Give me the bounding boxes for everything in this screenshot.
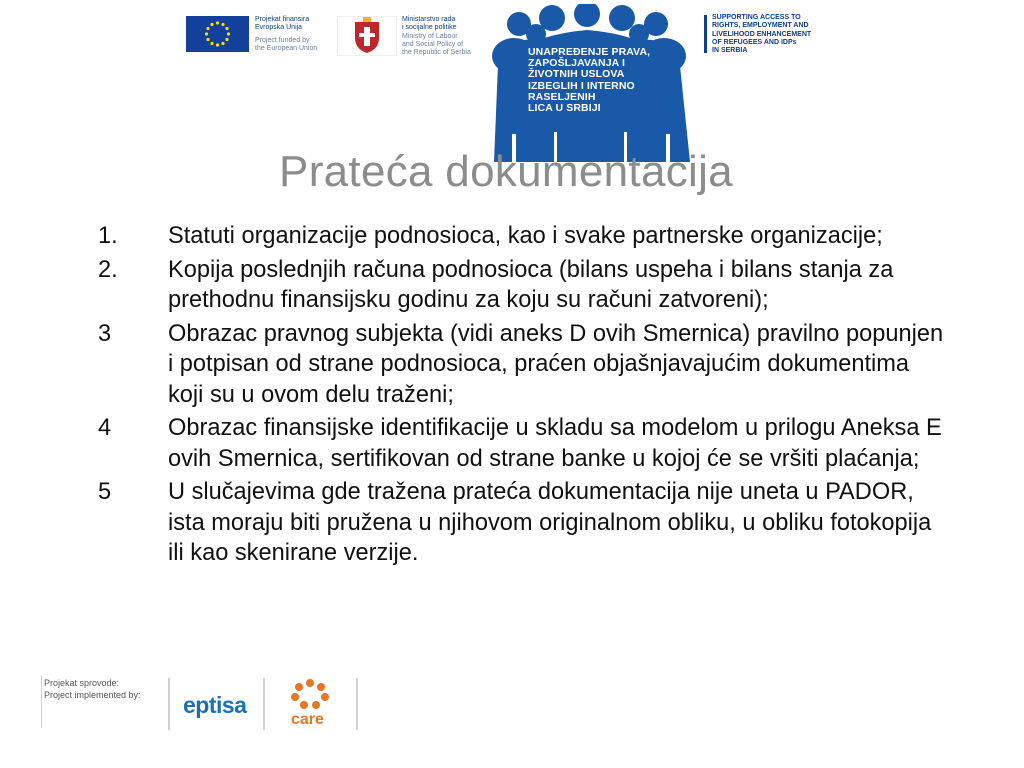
- footer-divider: [168, 678, 170, 730]
- list-item-text: U slučajevima gde tražena prateća dokumentacija nije uneta u PADOR, ista moraju biti pružena u njihovom originalnom obliku, u obliku fotokopija ili kao skenirane verzije.: [168, 479, 932, 566]
- list-item-text: Obrazac finansijske identifikacije u skladu sa modelom u prilogu Aneksa E ovih Smernica, sertifikovan od strane banke u kojoj će se vršiti plaćanja;: [168, 415, 942, 472]
- project-title-line: LICA U SRBIJI: [528, 102, 601, 115]
- ministry-title-line: i socijalne politike: [402, 24, 457, 32]
- list-item: [98, 413, 948, 474]
- implemented-by-text: [44, 677, 166, 701]
- eu-funding-text: [255, 16, 333, 53]
- header-divider-bar: [704, 15, 707, 53]
- project-title-line: UNAPREĐENJE PRAVA,: [528, 46, 651, 58]
- project-title-line: ŽIVOTNIH USLOVA: [528, 68, 625, 81]
- english-title-line: LIVELIHOOD ENHANCEMENT: [712, 30, 812, 38]
- list-item-number: 5: [98, 479, 112, 505]
- ministry-sub-line: and Social Policy of: [402, 40, 464, 48]
- list-item: [98, 255, 948, 316]
- eu-flag-logo: [186, 16, 249, 52]
- eu-title-line: Projekat finansira: [255, 16, 310, 23]
- list-item-number: 1.: [98, 223, 118, 249]
- project-title-line: ZAPOŠLJAVANJA I: [528, 57, 625, 70]
- list-item: [98, 477, 948, 569]
- slide-title: Prateća dokumentacija: [279, 147, 733, 196]
- project-title-english: [712, 14, 832, 55]
- list-item-number: 4: [98, 415, 112, 441]
- implemented-line: Project implemented by:: [44, 690, 141, 700]
- list-item: [98, 221, 948, 252]
- english-title-line: IN SERBIA: [712, 47, 748, 55]
- list-item: [98, 319, 948, 411]
- project-title-line: IZBEGLIH I INTERNO: [528, 79, 635, 92]
- footer-divider: [41, 676, 42, 728]
- english-title-line: SUPPORTING ACCESS TO: [712, 14, 801, 21]
- english-title-line: OF REFUGEES AND IDPs: [712, 38, 797, 46]
- serbia-emblem-logo: [337, 16, 397, 56]
- list-item-text: Obrazac pravnog subjekta (vidi aneks D ovih Smernica) pravilno popunjen i potpisan od strane podnosioca, praćen objašnjavajućim dokumentima koji su u ovom delu traženi;: [168, 320, 944, 408]
- ministry-sub-line: the Republic of Serbia: [402, 49, 471, 57]
- eptisa-logo: eptisa: [183, 692, 247, 718]
- care-logo-word: care: [291, 711, 324, 728]
- list-item-number: 2.: [98, 256, 118, 283]
- project-title-line: RASELJENIH: [528, 90, 596, 103]
- eu-sub-line: Project funded by: [255, 36, 310, 44]
- list-item-text: Kopija poslednjih računa podnosioca (bilans uspeha i bilans stanja za prethodnu finansijsku godinu za koju su računi zatvoreni);: [168, 256, 894, 313]
- footer-divider: [356, 678, 358, 730]
- ministry-sub-line: Ministry of Labour: [402, 32, 458, 40]
- eu-sub-line: the European Union: [255, 44, 318, 52]
- footer-divider: [263, 678, 265, 730]
- list-item-text: Statuti organizacije podnosioca, kao i svake partnerske organizacije;: [168, 223, 883, 249]
- implemented-line: Projekat sprovode:: [44, 678, 120, 688]
- project-title-serbian: [528, 47, 668, 114]
- english-title-line: RIGHTS, EMPLOYMENT AND: [712, 22, 809, 30]
- eu-title-line: Evropska Unija: [255, 24, 303, 32]
- ministry-title-line: Ministarstvo rada: [402, 16, 456, 23]
- list-item-number: 3: [98, 320, 112, 347]
- document-list: [98, 221, 948, 572]
